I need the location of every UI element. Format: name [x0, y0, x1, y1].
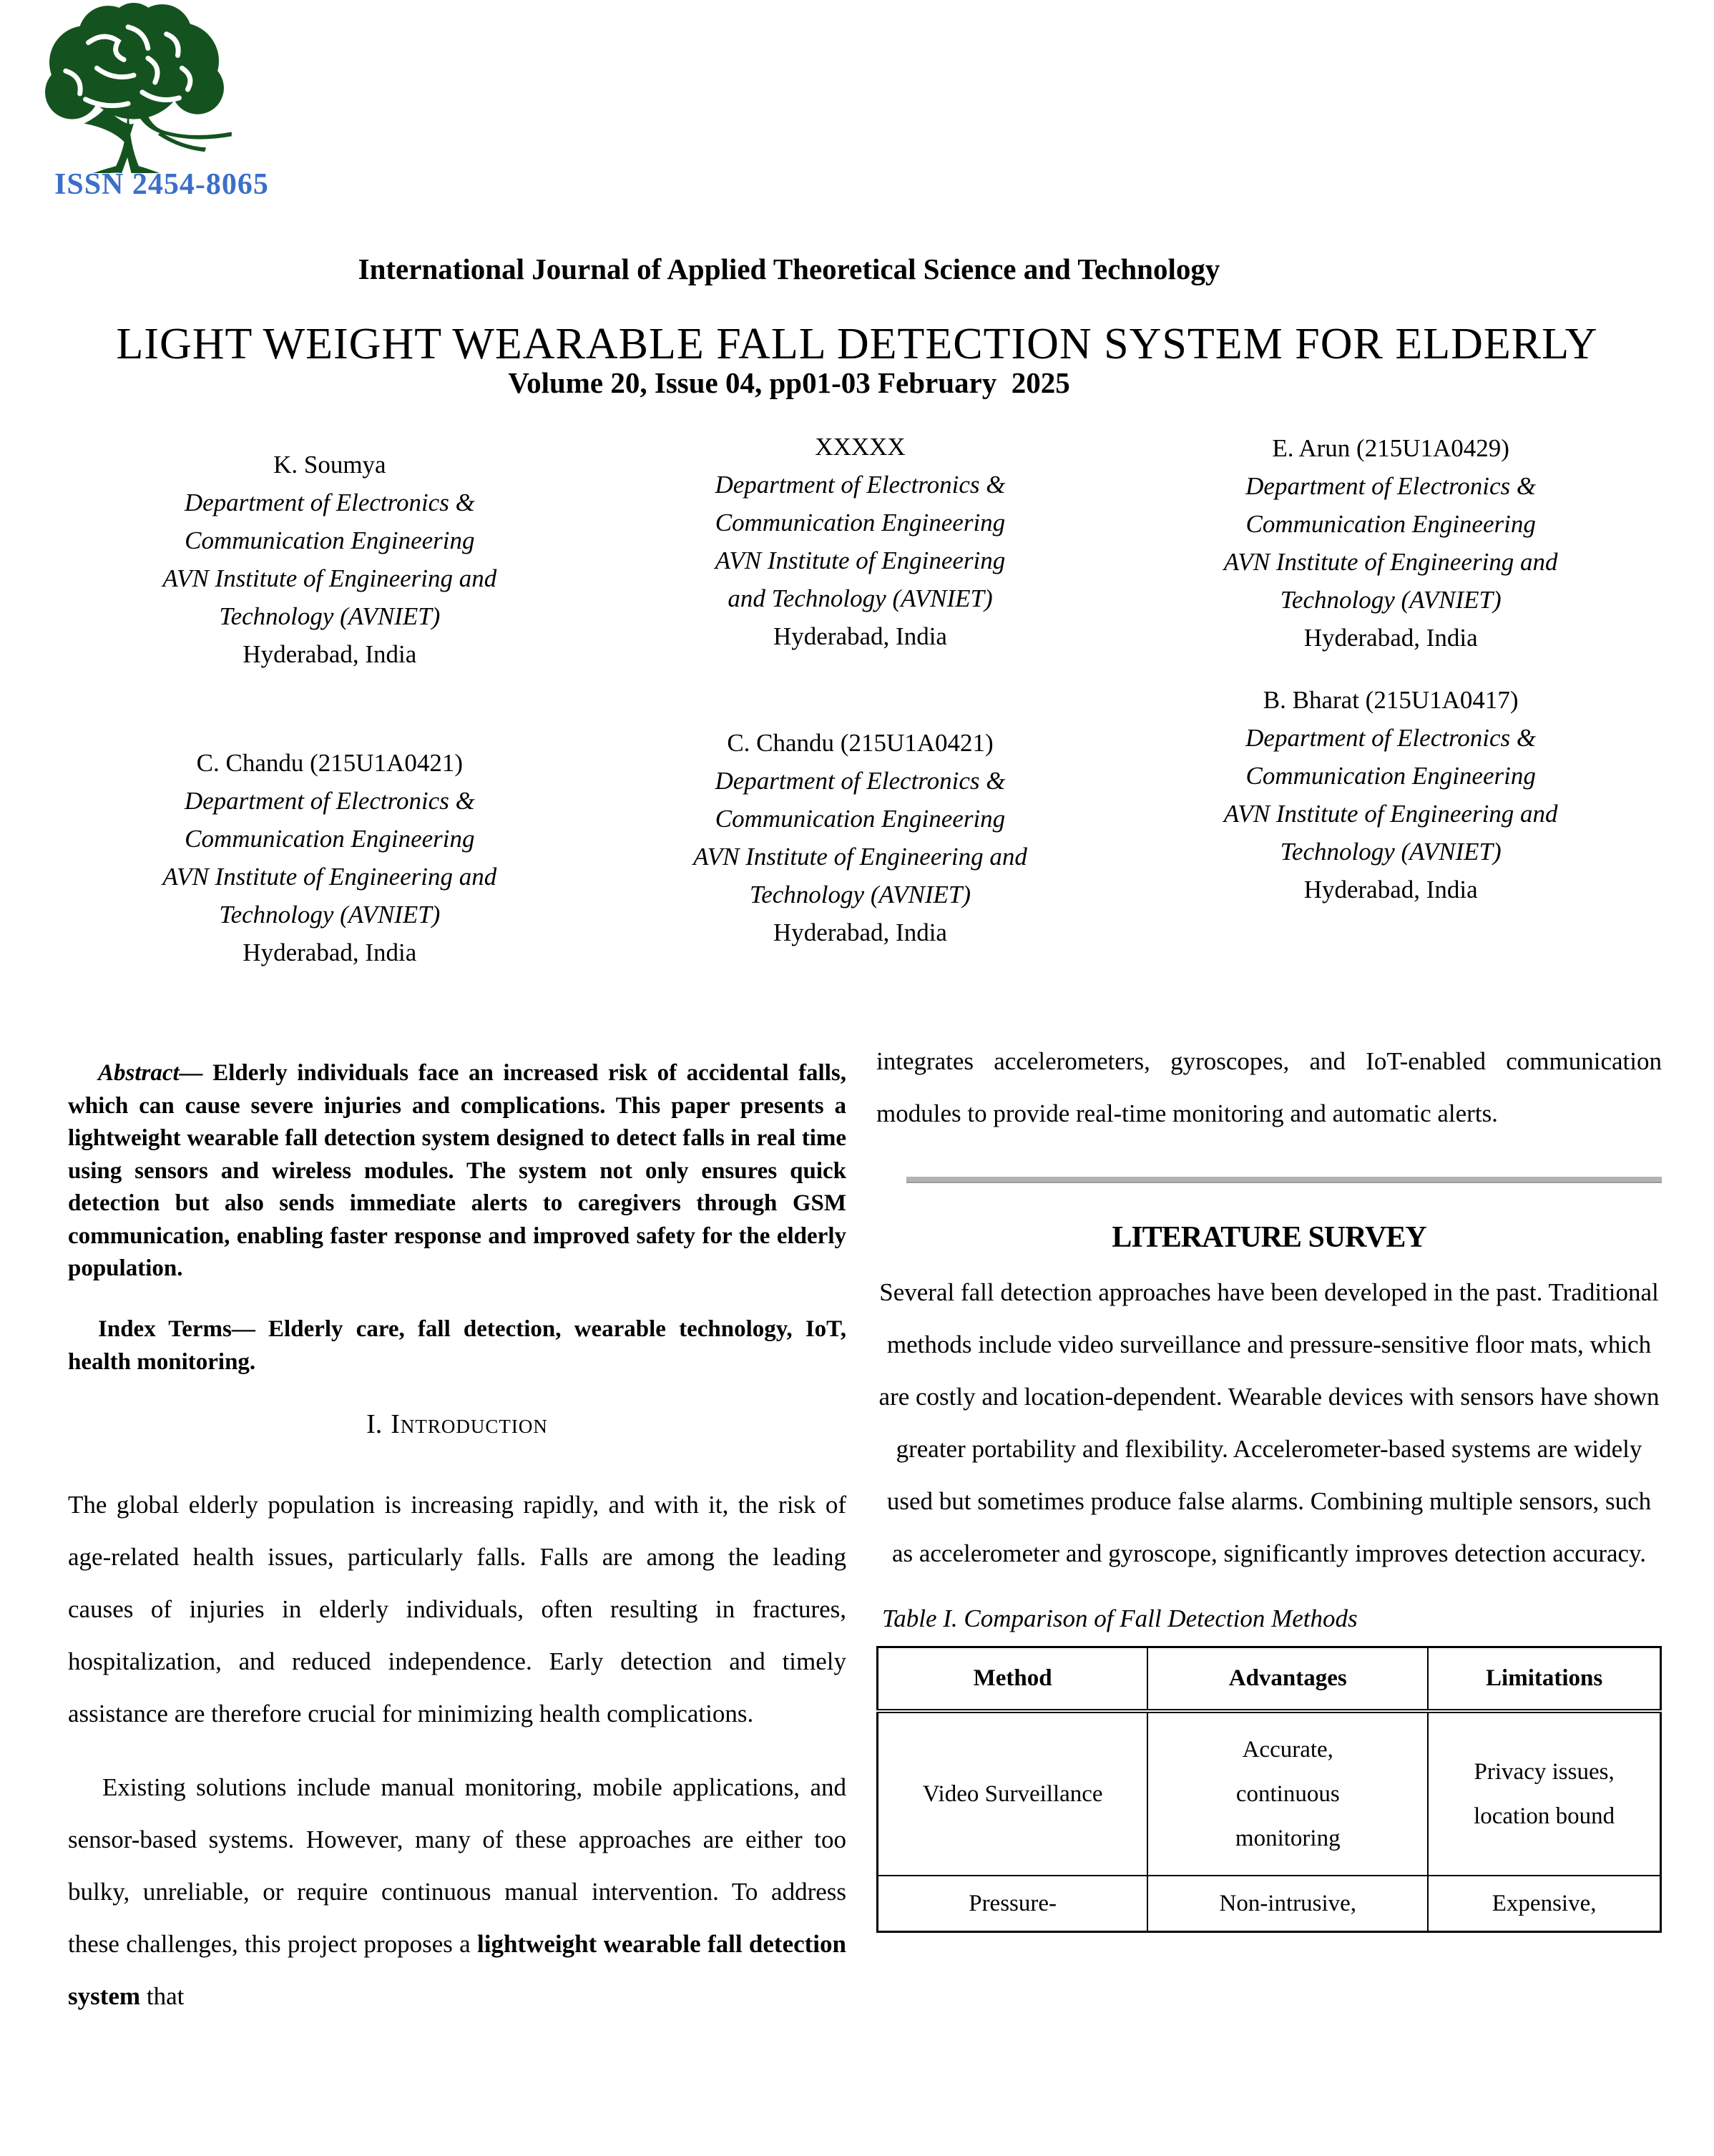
paragraph-text: Existing solutions include manual monitoring, mobile applications, and sensor-based systems. However, many of these approaches are either too bulky, unreliable, or require continuous manual intervention. To address these challenges, this project proposes a	[68, 1773, 846, 1958]
author-city: Hyderabad, India	[243, 939, 417, 966]
table-cell: Privacy issues, location bound	[1428, 1711, 1660, 1876]
author-name: K. Soumya	[273, 451, 386, 479]
author-affiliation-line: AVN Institute of Engineering	[715, 547, 1006, 574]
paper-title: LIGHT WEIGHT WEARABLE FALL DETECTION SYSTEM FOR ELDERLY	[116, 320, 1598, 368]
journal-logo-tree-brain-icon	[20, 3, 248, 173]
author-affiliation-line: Department of Electronics &	[715, 471, 1006, 499]
author-affiliation-line: Communication Engineering	[715, 509, 1006, 536]
table-cell: Accurate, continuous monitoring	[1147, 1711, 1428, 1876]
author-city: Hyderabad, India	[1303, 624, 1478, 652]
abstract-text: Elderly individuals face an increased risk of accidental falls, which can cause severe injuries and complications. This paper presents a lightweight wearable fall detection system designed to detect falls in real time using sensors and wireless modules. The system not only ensures quick detection but also sends immediate alerts to caregivers through GSM communication, enabling faster response and improved safety for the elderly population.	[68, 1060, 846, 1281]
table-row	[878, 1876, 1661, 1932]
left-column	[68, 1057, 846, 2022]
author-name: C. Chandu (215U1A0421)	[727, 729, 994, 757]
continuation-paragraph: integrates accelerometers, gyroscopes, and IoT-enabled communication modules to provide real-time monitoring and automatic alerts.	[876, 1047, 1662, 1127]
author-affiliation-line: Communication Engineering	[185, 825, 475, 853]
author-affiliation-line: Communication Engineering	[1245, 762, 1536, 790]
author-block	[1129, 681, 1652, 971]
author-affiliation-line: AVN Institute of Engineering and	[693, 843, 1027, 871]
author-affiliation-line: Department of Electronics &	[715, 767, 1006, 795]
author-block	[1129, 429, 1652, 673]
author-name: C. Chandu (215U1A0421)	[196, 749, 463, 777]
author-block	[68, 744, 592, 971]
author-affiliation-line: and Technology (AVNIET)	[728, 584, 993, 612]
table-header-row	[878, 1647, 1661, 1712]
author-affiliation-line: Technology (AVNIET)	[219, 901, 441, 928]
author-affiliation-line: Communication Engineering	[1245, 510, 1536, 538]
author-city: Hyderabad, India	[1303, 876, 1478, 903]
issn-number: ISSN 2454-8065	[54, 168, 269, 201]
author-block	[599, 428, 1122, 673]
author-affiliation-line: Technology (AVNIET)	[1280, 838, 1502, 866]
table-cell: Video Surveillance	[878, 1711, 1148, 1876]
index-terms-text: Elderly care, fall detection, wearable technology, IoT, health monitoring.	[68, 1315, 846, 1375]
author-name: XXXXX	[815, 433, 906, 461]
author-affiliation-line: Department of Electronics &	[184, 489, 475, 516]
author-block	[599, 724, 1122, 971]
author-name: E. Arun (215U1A0429)	[1272, 434, 1509, 462]
author-affiliation-line: Department of Electronics &	[1245, 724, 1537, 752]
abstract-paragraph	[68, 1057, 846, 1285]
table-cell: Non-intrusive,	[1147, 1876, 1428, 1932]
paragraph-text: that	[140, 1981, 185, 2010]
literature-survey-paragraph: Several fall detection approaches have been developed in the past. Traditional methods include video surveillance and pressure-sensitive floor mats, which are costly and location-dependent. Wearable devices with sensors have shown greater portability and flexibility. Accelerometer-based systems are widely used but sometimes produce false alarms. Combining multiple sensors, such as accelerometer and gyroscope, significantly improves detection accuracy.	[878, 1278, 1660, 1567]
introduction-paragraph-2	[68, 1761, 846, 2022]
journal-volume-line: Volume 20, Issue 04, pp01-03 February 2025	[508, 366, 1070, 399]
section-divider	[906, 1177, 1662, 1183]
author-affiliation-line: Department of Electronics &	[1245, 472, 1537, 500]
author-affiliation-line: Technology (AVNIET)	[749, 881, 971, 908]
author-affiliation-line: AVN Institute of Engineering and	[162, 564, 497, 592]
author-affiliation-line: AVN Institute of Engineering and	[1223, 548, 1558, 576]
author-city: Hyderabad, India	[773, 918, 947, 946]
table-header-cell: Limitations	[1428, 1647, 1660, 1712]
table-header-cell: Method	[878, 1647, 1148, 1712]
comparison-table	[876, 1646, 1662, 1933]
author-affiliation-line: AVN Institute of Engineering and	[1223, 800, 1558, 828]
paragraph-bold-text: lightweight wearable fall detection system	[68, 1929, 846, 2010]
authors-row-1	[68, 424, 1652, 673]
table-caption: Table I. Comparison of Fall Detection Methods	[882, 1604, 1358, 1632]
table-header-cell: Advantages	[1147, 1647, 1428, 1712]
section-heading-literature-survey: LITERATURE SURVEY	[1112, 1221, 1426, 1254]
index-terms-label: Index Terms—	[98, 1315, 255, 1342]
right-column	[876, 1035, 1662, 1933]
section-heading-introduction	[68, 1408, 846, 1440]
table-cell: Expensive,	[1428, 1876, 1660, 1932]
author-affiliation-line: Department of Electronics &	[184, 787, 475, 815]
table-cell: Pressure-	[878, 1876, 1148, 1932]
abstract-label: Abstract—	[98, 1060, 203, 1086]
section-number: I.	[366, 1408, 383, 1439]
author-city: Hyderabad, India	[243, 640, 417, 668]
author-name: B. Bharat (215U1A0417)	[1263, 686, 1519, 714]
introduction-paragraph-1: The global elderly population is increasing rapidly, and with it, the risk of age-related health issues, particularly falls. Falls are among the leading causes of injuries in elderly individuals, often resulting in fractures, hospitalization, and reduced independence. Early detection and timely assistance are therefore crucial for minimizing health complications.	[68, 1490, 846, 1728]
author-affiliation-line: Technology (AVNIET)	[219, 602, 441, 630]
author-affiliation-line: Communication Engineering	[715, 805, 1006, 833]
section-title: Introduction	[391, 1408, 548, 1439]
table-row	[878, 1711, 1661, 1876]
journal-name: International Journal of Applied Theoretical Science and Technology	[358, 253, 1220, 285]
author-affiliation-line: Communication Engineering	[185, 526, 475, 554]
index-terms-paragraph	[68, 1313, 846, 1378]
author-affiliation-line: Technology (AVNIET)	[1280, 586, 1502, 614]
author-city: Hyderabad, India	[773, 622, 947, 650]
author-block	[68, 446, 592, 673]
authors-row-2	[68, 675, 1652, 971]
author-affiliation-line: AVN Institute of Engineering and	[162, 863, 497, 891]
